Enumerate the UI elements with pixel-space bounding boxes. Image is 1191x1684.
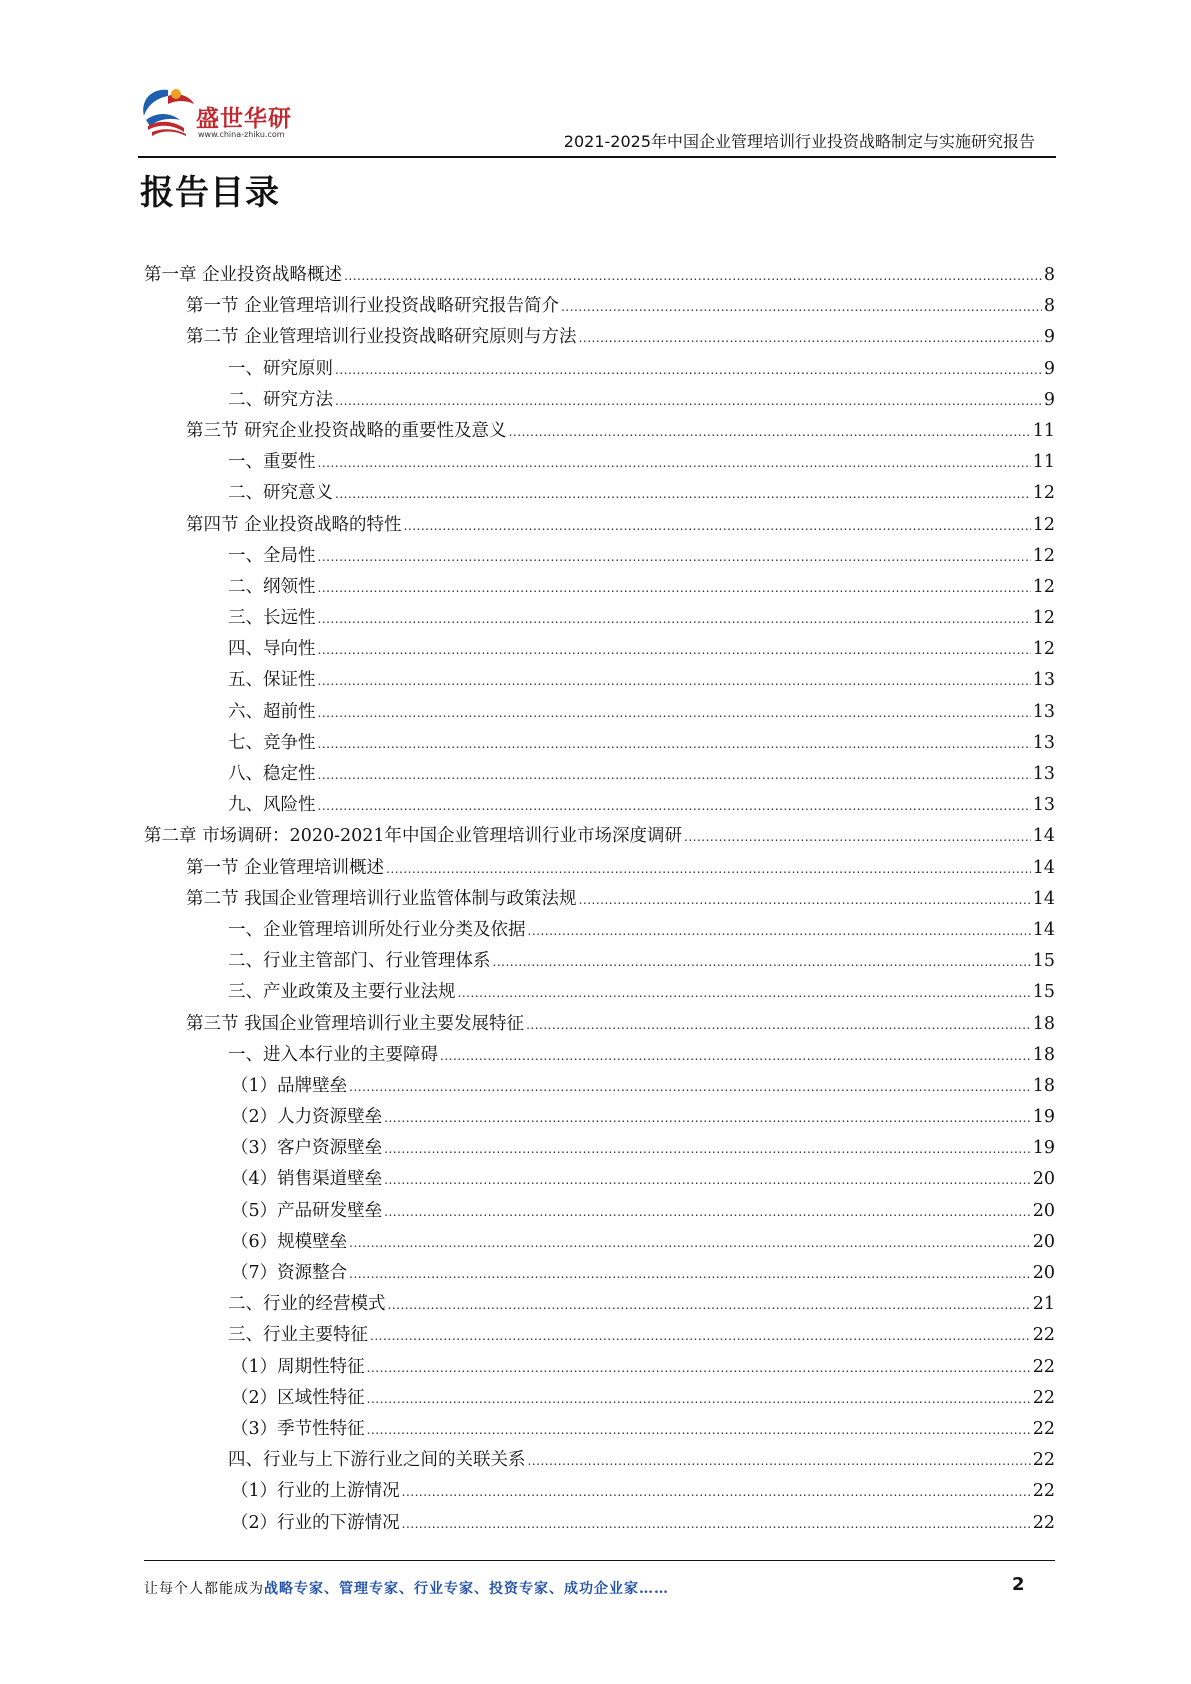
toc-entry[interactable] [144, 1320, 1055, 1351]
toc-dot-leader [318, 542, 1031, 573]
toc-dot-leader [493, 947, 1031, 978]
toc-entry-page: 19 [1032, 1107, 1055, 1128]
toc-entry-label: 一、企业管理培训所处行业分类及依据 [228, 919, 526, 940]
toc-entry-page: 14 [1032, 826, 1055, 847]
toc-dot-leader [318, 760, 1031, 791]
toc-entry-page: 12 [1032, 514, 1055, 535]
toc-dot-leader [367, 1353, 1031, 1384]
toc-dot-leader [335, 386, 1042, 417]
toc-entry-page: 22 [1032, 1512, 1055, 1533]
toc-dot-leader [528, 1446, 1031, 1477]
toc-entry-page: 20 [1032, 1200, 1055, 1221]
toc-entry[interactable] [144, 1289, 1055, 1320]
logo-name: 盛世华研 [196, 106, 292, 132]
toc-entry-label: 第一节 企业管理培训行业投资战略研究报告简介 [186, 296, 560, 317]
toc-entry-page: 22 [1032, 1387, 1055, 1408]
toc-entry-label: 第一章 企业投资战略概述 [144, 265, 343, 285]
page-title: 报告目录 [140, 173, 280, 213]
toc-entry-label: 第二章 市场调研：2020-2021年中国企业管理培训行业市场深度调研 [144, 826, 683, 847]
toc-entry-page: 12 [1032, 483, 1055, 504]
toc-entry[interactable] [144, 1445, 1055, 1476]
toc-entry[interactable] [144, 603, 1055, 634]
toc-dot-leader [318, 604, 1031, 635]
toc-entry[interactable] [144, 1009, 1055, 1040]
toc-entry[interactable] [144, 322, 1055, 353]
toc-entry-page: 13 [1032, 701, 1055, 722]
toc-entry-page: 9 [1043, 358, 1055, 379]
toc-dot-leader [318, 448, 1031, 479]
toc-dot-leader [318, 698, 1031, 729]
toc-entry-label: （3）客户资源壁垒 [231, 1138, 383, 1159]
toc-dot-leader [579, 885, 1031, 916]
report-title: 2021-2025年中国企业管理培训行业投资战略制定与实施研究报告 [563, 132, 1035, 151]
toc-entry[interactable] [144, 728, 1055, 759]
toc-entry-label: 一、进入本行业的主要障碍 [228, 1044, 438, 1065]
toc-entry-label: 四、导向性 [228, 639, 316, 660]
toc-entry-page: 21 [1032, 1294, 1055, 1315]
toc-entry-page: 14 [1032, 919, 1055, 940]
toc-dot-leader [384, 1197, 1031, 1228]
toc-entry-label: （4）销售渠道壁垒 [231, 1169, 383, 1190]
toc-entry[interactable] [144, 946, 1055, 977]
toc-entry-page: 12 [1032, 639, 1055, 660]
toc-dot-leader [318, 573, 1031, 604]
table-of-contents [144, 260, 1055, 1539]
toc-entry-label: （2）区域性特征 [231, 1387, 365, 1408]
toc-entry-label: （1）行业的上游情况 [231, 1481, 400, 1502]
toc-dot-leader [561, 292, 1042, 323]
toc-entry-page: 22 [1032, 1325, 1055, 1346]
toc-entry-label: 第一节 企业管理培训概述 [186, 857, 385, 878]
toc-entry-page: 12 [1032, 545, 1055, 566]
page-number: 2 [1012, 1574, 1025, 1595]
toc-entry-page: 22 [1032, 1356, 1055, 1377]
toc-dot-leader [579, 323, 1042, 354]
toc-entry[interactable] [144, 1476, 1055, 1507]
toc-entry[interactable] [144, 634, 1055, 665]
toc-entry[interactable] [144, 1071, 1055, 1102]
toc-entry[interactable] [144, 1508, 1055, 1539]
footer-slogan-emphasis: 战略专家、管理专家、行业专家、投资专家、成功企业家…… [264, 1581, 669, 1597]
toc-entry[interactable] [144, 977, 1055, 1008]
toc-entry[interactable] [144, 853, 1055, 884]
toc-entry-label: 二、行业主管部门、行业管理体系 [228, 951, 491, 972]
logo-url: www.china-zhiku.com [198, 130, 285, 139]
toc-entry-page: 20 [1032, 1169, 1055, 1190]
toc-entry[interactable] [144, 790, 1055, 821]
toc-entry[interactable] [144, 1383, 1055, 1414]
toc-entry[interactable] [144, 541, 1055, 572]
toc-entry-label: 第三节 研究企业投资战略的重要性及意义 [186, 420, 507, 441]
toc-entry[interactable] [144, 354, 1055, 385]
toc-dot-leader [526, 1010, 1031, 1041]
toc-entry-label: 三、产业政策及主要行业法规 [228, 982, 456, 1003]
toc-entry-label: （5）产品研发壁垒 [231, 1200, 383, 1221]
toc-entry[interactable] [144, 385, 1055, 416]
toc-entry[interactable] [144, 447, 1055, 478]
toc-entry-page: 9 [1043, 389, 1055, 410]
toc-entry-label: 五、保证性 [228, 670, 316, 691]
toc-entry-page: 11 [1032, 420, 1055, 441]
toc-entry-label: 二、纲领性 [228, 576, 316, 597]
toc-dot-leader [509, 417, 1031, 448]
toc-entry[interactable] [144, 1133, 1055, 1164]
toc-entry[interactable] [144, 572, 1055, 603]
toc-entry[interactable] [144, 1164, 1055, 1195]
toc-entry-label: 二、研究意义 [228, 483, 333, 504]
toc-entry[interactable] [144, 1414, 1055, 1445]
header-divider [138, 156, 1056, 158]
toc-entry[interactable] [144, 759, 1055, 790]
toc-entry-page: 13 [1032, 732, 1055, 753]
toc-entry-page: 11 [1032, 452, 1055, 473]
toc-entry-page: 13 [1032, 795, 1055, 816]
toc-entry-page: 18 [1032, 1013, 1055, 1034]
toc-entry-page: 13 [1032, 670, 1055, 691]
toc-entry[interactable] [144, 1102, 1055, 1133]
toc-entry-label: 三、长远性 [228, 608, 316, 629]
toc-entry-page: 12 [1032, 576, 1055, 597]
toc-dot-leader [370, 1321, 1031, 1352]
toc-entry[interactable] [144, 697, 1055, 728]
toc-entry-label: 一、重要性 [228, 452, 316, 473]
toc-dot-leader [367, 1384, 1031, 1415]
toc-dot-leader [528, 916, 1031, 947]
toc-entry-page: 20 [1032, 1231, 1055, 1252]
toc-entry[interactable] [144, 821, 1055, 852]
footer-slogan-lead: 让每个人都能成为 [144, 1581, 264, 1597]
toc-entry[interactable] [144, 665, 1055, 696]
toc-dot-leader [318, 791, 1031, 822]
toc-entry-page: 14 [1032, 857, 1055, 878]
toc-entry-label: 七、竞争性 [228, 732, 316, 753]
toc-dot-leader [318, 666, 1031, 697]
toc-entry-page: 22 [1032, 1418, 1055, 1439]
toc-dot-leader [386, 854, 1031, 885]
toc-entry[interactable] [144, 1196, 1055, 1227]
toc-dot-leader [318, 635, 1031, 666]
toc-entry[interactable] [144, 915, 1055, 946]
toc-dot-leader [349, 1259, 1031, 1290]
toc-entry-label: （2）人力资源壁垒 [231, 1107, 383, 1128]
toc-entry[interactable] [144, 478, 1055, 509]
toc-entry[interactable] [144, 1227, 1055, 1258]
toc-entry[interactable] [144, 291, 1055, 322]
toc-entry-page: 18 [1032, 1075, 1055, 1096]
toc-entry-page: 14 [1032, 888, 1055, 909]
toc-entry[interactable] [144, 1040, 1055, 1071]
toc-entry-label: 第二节 企业管理培训行业投资战略研究原则与方法 [186, 327, 577, 348]
toc-dot-leader [388, 1290, 1031, 1321]
toc-entry[interactable] [144, 510, 1055, 541]
toc-entry-page: 9 [1043, 327, 1055, 348]
page-header [0, 0, 1191, 160]
toc-entry-label: （2）行业的下游情况 [231, 1512, 400, 1533]
toc-entry-label: （1）周期性特征 [231, 1356, 365, 1377]
toc-entry-page: 15 [1032, 982, 1055, 1003]
toc-entry-label: （3）季节性特征 [231, 1418, 365, 1439]
toc-entry-page: 8 [1043, 265, 1055, 285]
toc-entry-label: 第二节 我国企业管理培训行业监管体制与政策法规 [186, 888, 577, 909]
toc-entry-label: 四、行业与上下游行业之间的关联关系 [228, 1450, 526, 1471]
toc-entry[interactable] [144, 416, 1055, 447]
toc-dot-leader [384, 1134, 1031, 1165]
toc-entry[interactable] [144, 884, 1055, 915]
toc-dot-leader [384, 1103, 1031, 1134]
toc-dot-leader [404, 511, 1031, 542]
toc-entry[interactable] [144, 1258, 1055, 1289]
toc-dot-leader [349, 1072, 1031, 1103]
toc-dot-leader [440, 1041, 1031, 1072]
toc-dot-leader [458, 978, 1031, 1009]
company-logo [138, 82, 318, 146]
toc-dot-leader [402, 1509, 1031, 1540]
toc-entry-label: 八、稳定性 [228, 764, 316, 784]
footer-divider [144, 1560, 1055, 1561]
footer-slogan [144, 1578, 669, 1598]
toc-entry-label: 一、全局性 [228, 545, 316, 566]
toc-entry-page: 22 [1032, 1481, 1055, 1502]
toc-entry-label: 一、研究原则 [228, 358, 333, 379]
toc-entry-label: 第四节 企业投资战略的特性 [186, 514, 402, 535]
toc-entry-page: 12 [1032, 608, 1055, 629]
toc-entry-label: 六、超前性 [228, 701, 316, 722]
toc-entry-page: 19 [1032, 1138, 1055, 1159]
toc-entry-page: 18 [1032, 1044, 1055, 1065]
toc-dot-leader [402, 1477, 1031, 1508]
toc-entry[interactable] [144, 1352, 1055, 1383]
toc-entry-label: 三、行业主要特征 [228, 1325, 368, 1346]
toc-entry[interactable] [144, 260, 1055, 291]
toc-dot-leader [684, 822, 1031, 853]
toc-dot-leader [384, 1165, 1031, 1196]
toc-entry-label: 二、研究方法 [228, 389, 333, 410]
toc-dot-leader [367, 1415, 1031, 1446]
toc-entry-label: 九、风险性 [228, 795, 316, 816]
toc-entry-label: （6）规模壁垒 [231, 1231, 348, 1252]
toc-entry-label: 二、行业的经营模式 [228, 1294, 386, 1315]
toc-entry-page: 13 [1032, 764, 1055, 784]
toc-dot-leader [318, 729, 1031, 760]
toc-entry-page: 15 [1032, 951, 1055, 972]
toc-dot-leader [335, 479, 1031, 510]
toc-dot-leader [349, 1228, 1031, 1259]
toc-dot-leader [335, 355, 1042, 386]
toc-entry-label: 第三节 我国企业管理培训行业主要发展特征 [186, 1013, 525, 1034]
toc-entry-page: 20 [1032, 1263, 1055, 1283]
logo-swoosh-icon [138, 82, 198, 142]
toc-dot-leader [344, 261, 1042, 292]
toc-entry-label: （7）资源整合 [231, 1263, 348, 1283]
toc-entry-page: 22 [1032, 1450, 1055, 1471]
toc-entry-page: 8 [1043, 296, 1055, 317]
toc-entry-label: （1）品牌壁垒 [231, 1075, 348, 1096]
